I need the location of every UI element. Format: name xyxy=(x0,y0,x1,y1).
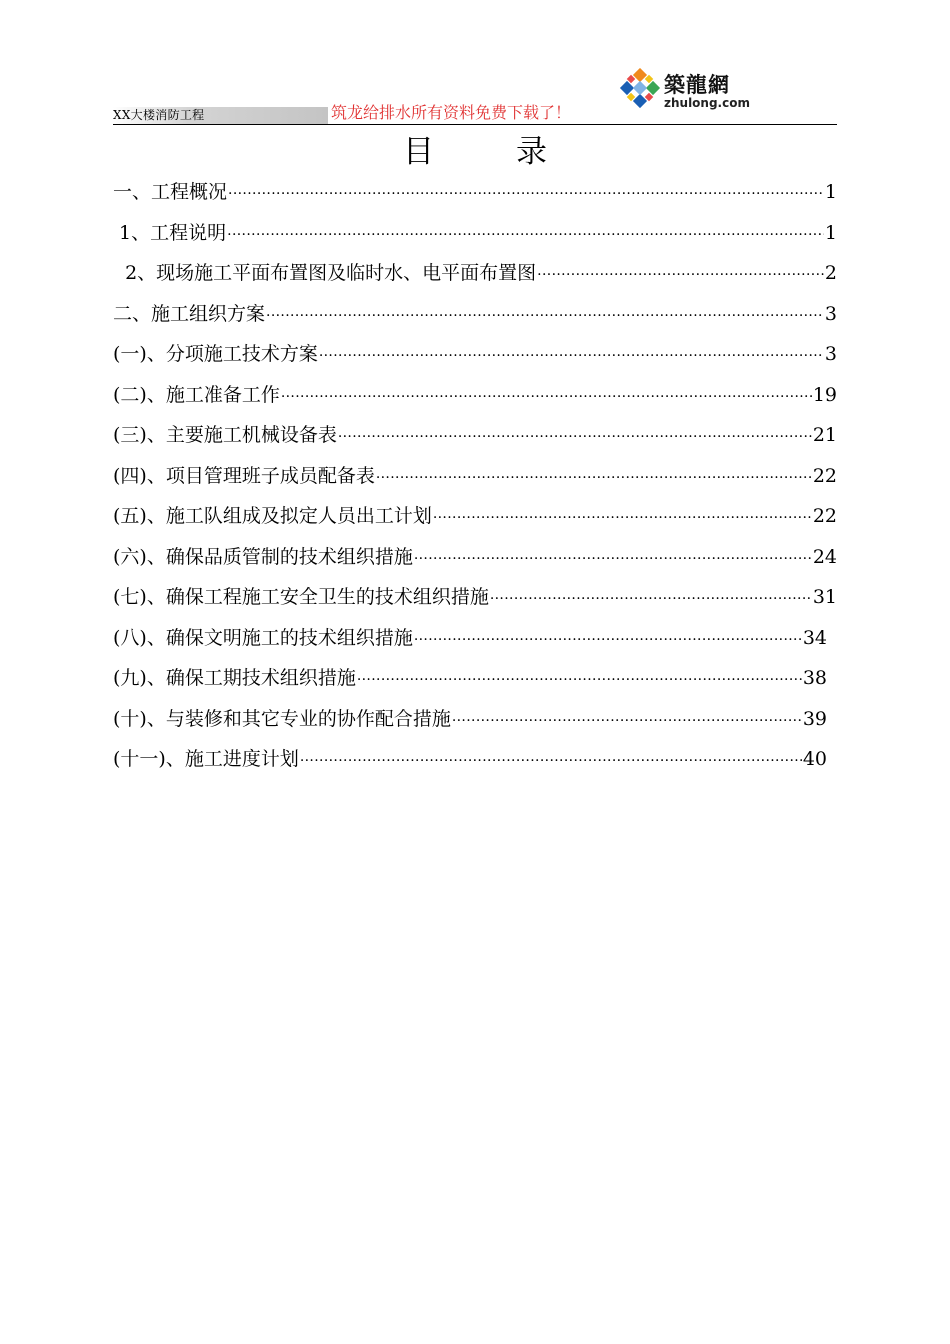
page-title: 目录 xyxy=(403,134,629,170)
table-of-contents xyxy=(113,172,837,780)
toc-entry-title: (四)、项目管理班子成员配备表 xyxy=(113,464,375,487)
toc-entry[interactable] xyxy=(113,739,837,780)
toc-dot-leader xyxy=(338,417,812,457)
toc-entry-title: (二)、施工准备工作 xyxy=(113,383,280,406)
toc-dot-leader xyxy=(414,620,802,660)
toc-entry-title: (九)、确保工期技术组织措施 xyxy=(113,667,356,689)
toc-page-number: 2 xyxy=(824,262,837,284)
toc-page-number: 21 xyxy=(812,424,837,446)
toc-dot-leader xyxy=(357,660,802,700)
toc-dot-leader xyxy=(228,174,824,214)
toc-dot-leader xyxy=(266,296,824,336)
header-project-label: XX大楼消防工程 xyxy=(113,108,205,122)
toc-page-number: 34 xyxy=(802,626,827,649)
toc-entry-title: (十)、与装修和其它专业的协作配合措施 xyxy=(113,707,451,730)
toc-entry-title: (六)、确保品质管制的技术组织措施 xyxy=(113,545,413,568)
toc-dot-leader xyxy=(537,255,824,295)
toc-entry[interactable] xyxy=(113,577,837,618)
toc-page-number: 24 xyxy=(812,545,837,568)
toc-entry-title: (八)、确保文明施工的技术组织措施 xyxy=(113,626,413,649)
toc-dot-leader xyxy=(319,336,824,376)
toc-page-number: 22 xyxy=(812,464,837,487)
toc-entry[interactable] xyxy=(113,496,837,537)
toc-page-number: 1 xyxy=(824,221,837,244)
toc-dot-leader xyxy=(300,741,802,781)
toc-entry[interactable] xyxy=(113,375,837,416)
toc-entry-title: (三)、主要施工机械设备表 xyxy=(113,424,337,446)
toc-entry[interactable] xyxy=(113,253,837,294)
toc-entry[interactable] xyxy=(113,456,837,497)
logo-chinese-name: 築龍網 xyxy=(664,72,730,97)
toc-entry-title: (十一)、施工进度计划 xyxy=(113,748,299,770)
toc-entry[interactable] xyxy=(113,699,837,740)
toc-page-number: 40 xyxy=(802,748,827,770)
toc-page-number: 3 xyxy=(824,343,837,365)
toc-page-number: 22 xyxy=(812,505,837,527)
zhulong-logo-icon xyxy=(618,68,662,112)
toc-page-number: 19 xyxy=(812,383,837,406)
toc-dot-leader xyxy=(414,539,812,579)
toc-dot-leader xyxy=(433,498,812,538)
toc-dot-leader xyxy=(452,701,802,741)
toc-entry[interactable] xyxy=(113,213,837,254)
toc-entry[interactable] xyxy=(113,294,837,335)
toc-entry-title: 1、工程说明 xyxy=(113,221,227,244)
toc-entry-title: (一)、分项施工技术方案 xyxy=(113,343,318,365)
toc-page-number: 3 xyxy=(824,302,837,325)
toc-entry-title: (五)、施工队组成及拟定人员出工计划 xyxy=(113,505,432,527)
toc-dot-leader xyxy=(376,458,812,498)
toc-entry[interactable] xyxy=(113,334,837,375)
toc-entry[interactable] xyxy=(113,618,837,659)
zhulong-logo[interactable] xyxy=(618,66,750,116)
toc-entry-title: (七)、确保工程施工安全卫生的技术组织措施 xyxy=(113,586,489,608)
toc-entry[interactable] xyxy=(113,172,837,213)
logo-domain: zhulong.com xyxy=(664,96,750,110)
toc-dot-leader xyxy=(227,215,824,255)
toc-page-number: 31 xyxy=(812,586,837,608)
toc-entry-title: 一、工程概况 xyxy=(113,181,228,203)
header-promo-text[interactable]: 筑龙给排水所有资料免费下载了！ xyxy=(331,103,572,122)
toc-dot-leader xyxy=(281,377,812,417)
toc-page-number: 39 xyxy=(802,707,827,730)
toc-entry[interactable] xyxy=(113,537,837,578)
toc-page-number: 38 xyxy=(802,667,827,689)
page-header xyxy=(113,62,837,126)
toc-entry-title: 2、现场施工平面布置图及临时水、电平面布置图 xyxy=(113,262,537,284)
toc-dot-leader xyxy=(490,579,812,619)
toc-entry[interactable] xyxy=(113,415,837,456)
toc-entry[interactable] xyxy=(113,658,837,699)
toc-page-number: 1 xyxy=(824,181,837,203)
header-divider xyxy=(113,124,837,125)
toc-entry-title: 二、施工组织方案 xyxy=(113,302,266,325)
